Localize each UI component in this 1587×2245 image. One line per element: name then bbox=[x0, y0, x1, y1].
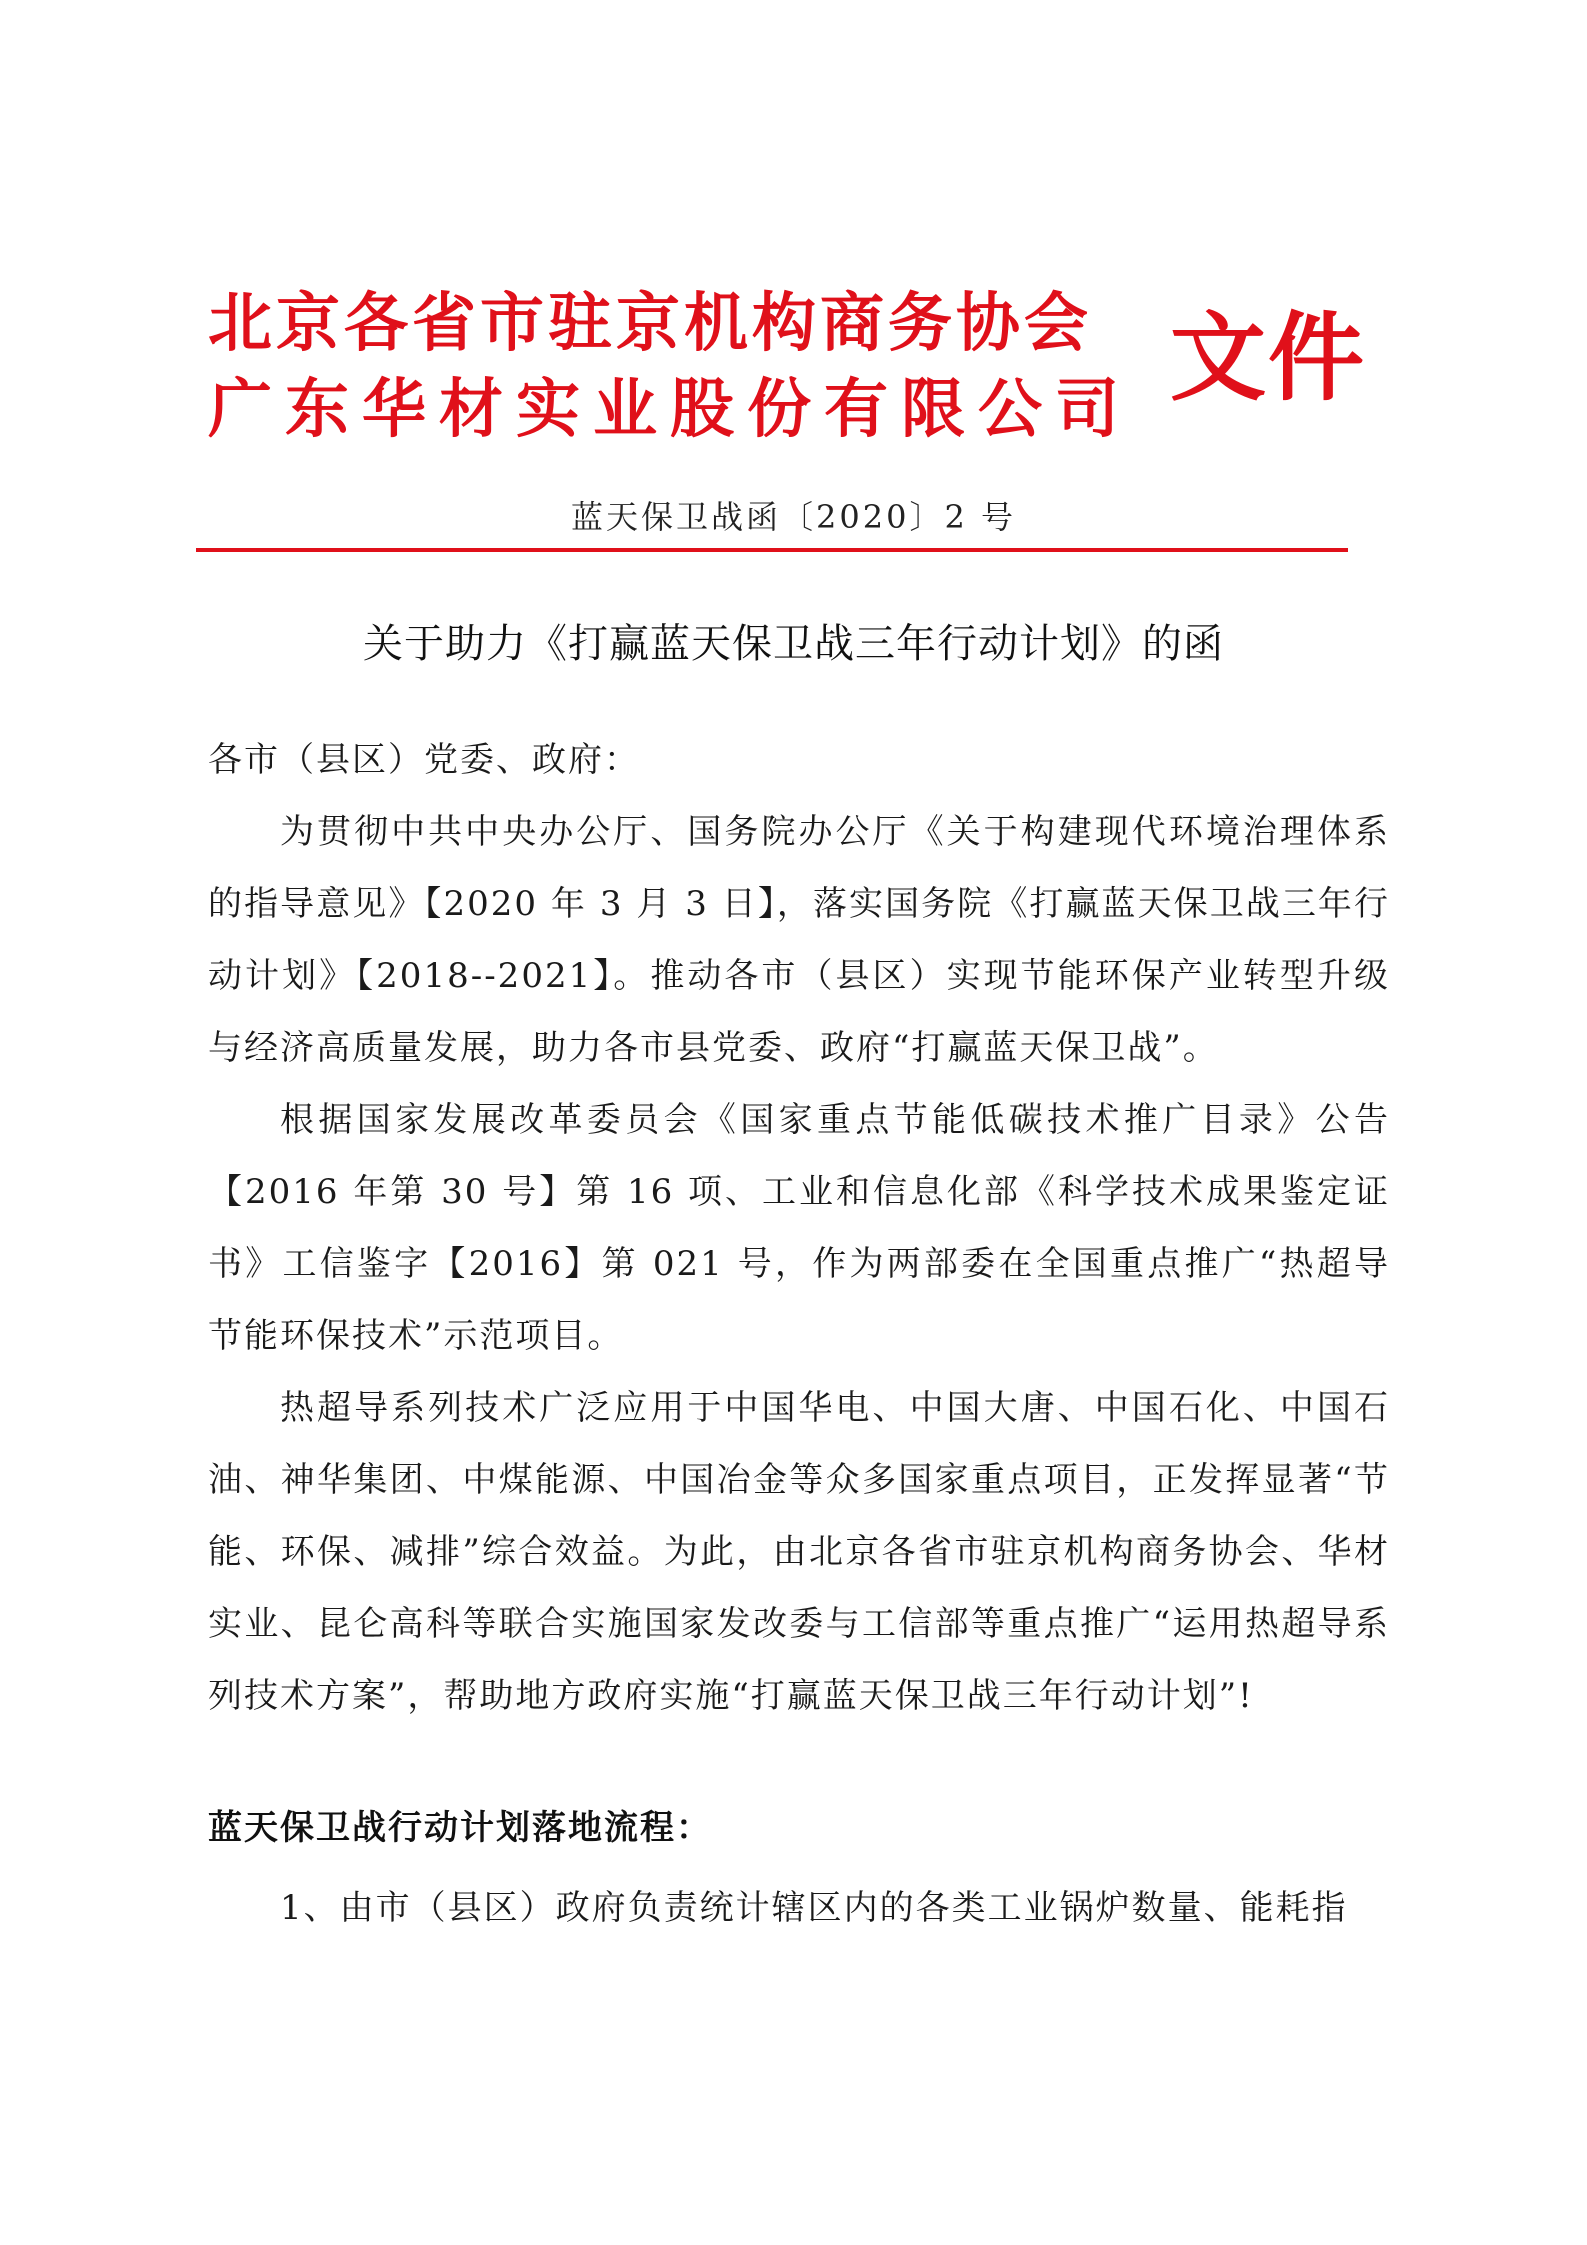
document-title: 关于助力《打赢蓝天保卫战三年行动计划》的函 bbox=[363, 621, 1224, 667]
body-paragraph-1: 为贯彻中共中央办公厅、国务院办公厅《关于构建现代环境治理体系的指导意见》【2020 年 3 月 3 日】，落实国务院《打赢蓝天保卫战三年行动计划》【2018--2021】。推动各市（县区）实现节能环保产业转型升级与经济高质量发展，助力各市县党委、政府“打赢蓝天保卫战”。 bbox=[208, 812, 1390, 1068]
document-type-label: 文件 bbox=[1170, 302, 1366, 414]
document-number: 蓝天保卫战函〔2020〕2 号 bbox=[571, 498, 1016, 536]
salutation: 各市（县区）党委、政府： bbox=[208, 740, 640, 780]
body-paragraph-2: 根据国家发展改革委员会《国家重点节能低碳技术推广目录》公告【2016 年第 30 号】第 16 项、工业和信息化部《科学技术成果鉴定证书》工信鉴字【2016】第 021 号，作为两部委在全国重点推广“热超导节能环保技术”示范项目。 bbox=[208, 1100, 1390, 1356]
red-divider-line bbox=[196, 548, 1348, 552]
issuing-org-line-1: 北京各省市驻京机构商务协会 bbox=[208, 287, 1092, 361]
process-step-1: 1、由市（县区）政府负责统计辖区内的各类工业锅炉数量、能耗指 bbox=[280, 1888, 1348, 1928]
body-paragraph-3: 热超导系列技术广泛应用于中国华电、中国大唐、中国石化、中国石油、神华集团、中煤能源、中国冶金等众多国家重点项目，正发挥显著“节能、环保、减排”综合效益。为此，由北京各省市驻京机构商务协会、华材实业、昆仑高科等联合实施国家发改委与工信部等重点推广“运用热超导系列技术方案”，帮助地方政府实施“打赢蓝天保卫战三年行动计划”! bbox=[208, 1388, 1390, 1716]
issuing-org-line-2: 广东华材实业股份有限公司 bbox=[208, 373, 1132, 447]
section-heading: 蓝天保卫战行动计划落地流程： bbox=[208, 1808, 712, 1848]
